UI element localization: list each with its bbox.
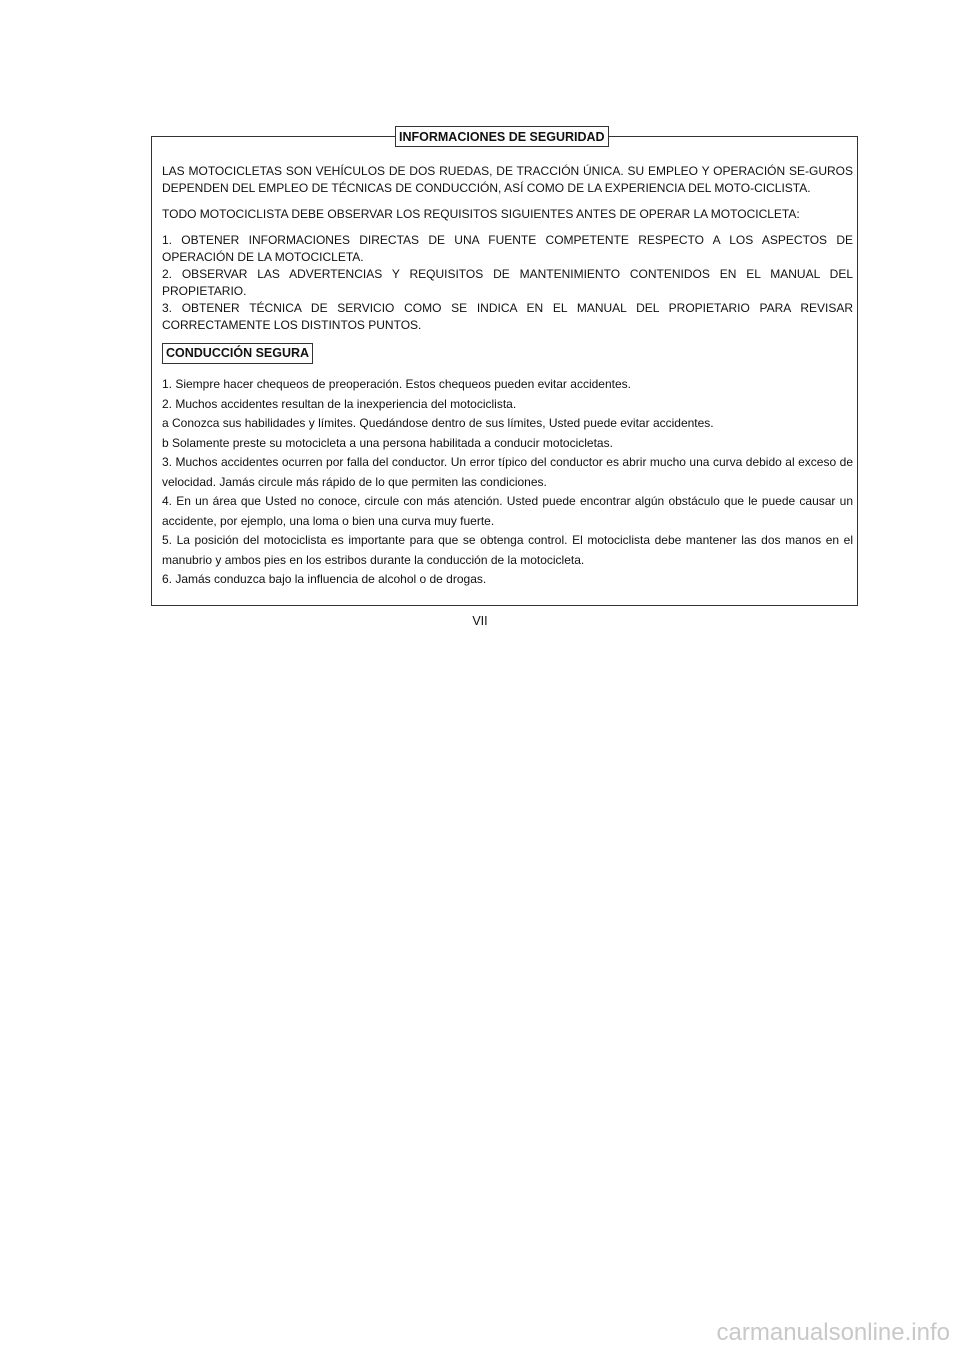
- rule-item: 4. En un área que Usted no conoce, circule con más atención. Usted puede encontrar algún obstáculo que le puede causar un accidente, por ejemplo, una loma o bien una curva muy fuerte.: [162, 494, 853, 528]
- safe-riding-rules: [162, 375, 853, 590]
- rule-item: a Conozca sus habilidades y límites. Quedándose dentro de sus límites, Usted puede evitar accidentes.: [162, 416, 714, 430]
- requisite-item: 1. OBTENER INFORMACIONES DIRECTAS DE UNA FUENTE COMPETENTE RESPECTO A LOS ASPECTOS DE OPERACIÓN DE LA MOTOCICLETA.: [162, 233, 853, 264]
- requisite-item: 2. OBSERVAR LAS ADVERTENCIAS Y REQUISITOS DE MANTENIMIENTO CONTENIDOS EN EL MANUAL DEL PROPIETARIO.: [162, 267, 853, 298]
- rule-item: b Solamente preste su motocicleta a una persona habilitada a conducir motocicletas.: [162, 435, 613, 450]
- safe-riding-title: CONDUCCIÓN SEGURA: [162, 343, 313, 364]
- safety-info-title: INFORMACIONES DE SEGURIDAD: [395, 126, 609, 147]
- rule-item: 1. Siempre hacer chequeos de preoperación. Estos chequeos pueden evitar accidentes.: [162, 377, 631, 391]
- safety-info-body: [162, 163, 853, 590]
- rule-item: 2. Muchos accidentes resultan de la inexperiencia del motociclista.: [162, 396, 517, 411]
- rule-item: 5. La posición del motociclista es importante para que se obtenga control. El motociclista debe mantener las dos manos en el manubrio y ambos pies en los estribos durante la conducción de la motocicleta.: [162, 533, 853, 567]
- requisite-item: 3. OBTENER TÉCNICA DE SERVICIO COMO SE INDICA EN EL MANUAL DEL PROPIETARIO PARA REVISAR CORRECTAMENTE LOS DISTINTOS PUNTOS.: [162, 301, 853, 332]
- safety-intro: LAS MOTOCICLETAS SON VEHÍCULOS DE DOS RUEDAS, DE TRACCIÓN ÚNICA. SU EMPLEO Y OPERACIÓN SE-GUROS DEPENDEN DEL EMPLEO DE TÉCNICAS DE CONDUCCIÓN, ASÍ COMO DE LA EXPERIENCIA DEL MOTO-CICLISTA.: [162, 164, 853, 195]
- page-number: VII: [472, 614, 488, 628]
- safety-info-panel: [151, 130, 858, 606]
- rule-item: 3. Muchos accidentes ocurren por falla del conductor. Un error típico del conductor es abrir mucho una curva debido al exceso de velocidad. Jamás circule más rápido de lo que permiten las condiciones.: [162, 455, 853, 489]
- watermark-text: carmanualsonline.info: [716, 1319, 950, 1346]
- safety-requirement: TODO MOTOCICLISTA DEBE OBSERVAR LOS REQUISITOS SIGUIENTES ANTES DE OPERAR LA MOTOCICLETA:: [162, 207, 800, 221]
- rule-item: 6. Jamás conduzca bajo la influencia de alcohol o de drogas.: [162, 572, 487, 586]
